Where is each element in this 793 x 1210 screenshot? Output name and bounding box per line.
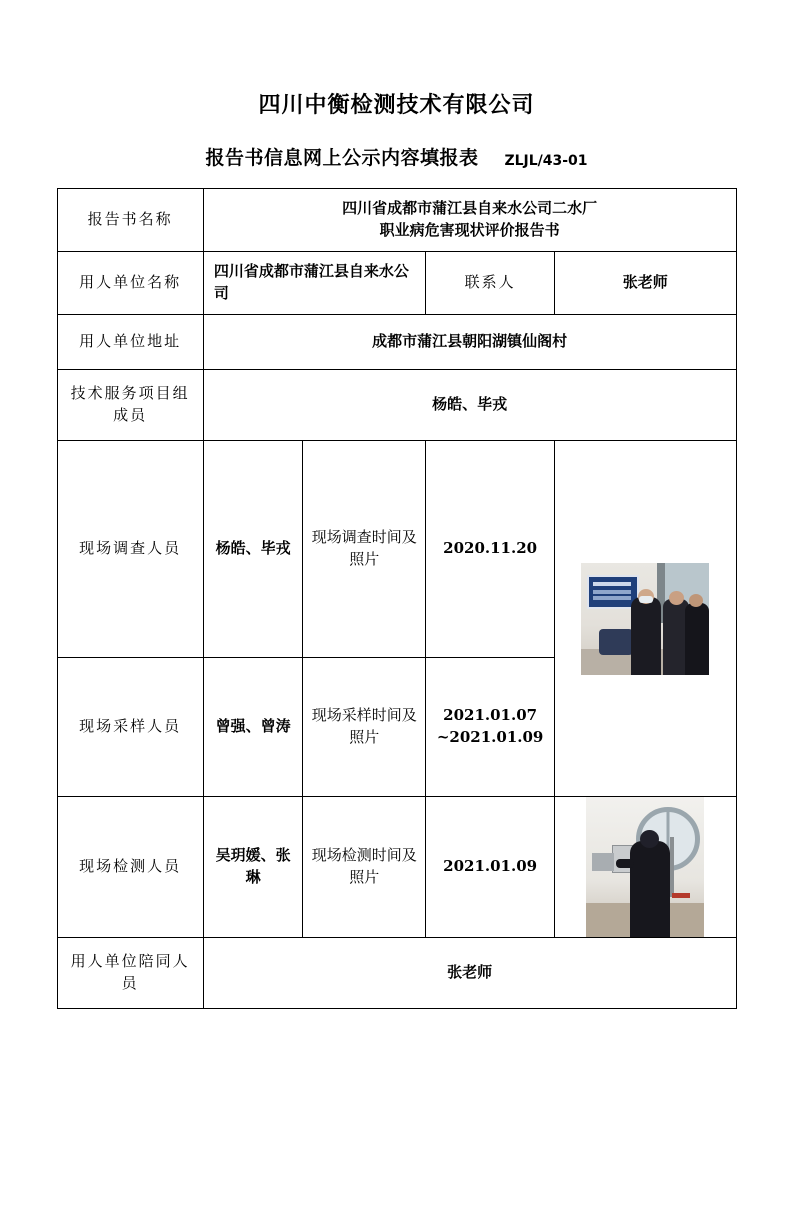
row-label-contact: 联系人 bbox=[426, 252, 555, 315]
photo-person-1 bbox=[631, 597, 661, 675]
row-label-site-detection-time: 现场检测时间及照片 bbox=[303, 797, 426, 938]
photo-person-1-mask bbox=[639, 596, 653, 603]
photo-red-marker bbox=[672, 893, 690, 898]
row-label-team-members: 技术服务项目组成员 bbox=[57, 370, 203, 441]
table-row bbox=[57, 252, 736, 315]
sampling-date-line2: ~2021.01.09 bbox=[436, 728, 544, 746]
row-label-employer-name: 用人单位名称 bbox=[57, 252, 203, 315]
row-label-employer-address: 用人单位地址 bbox=[57, 315, 203, 370]
form-title: 报告书信息网上公示内容填报表 bbox=[205, 147, 479, 169]
report-info-table bbox=[57, 188, 737, 1009]
row-value-site-sampling-persons: 曾强、曾涛 bbox=[203, 658, 303, 797]
row-label-site-detection: 现场检测人员 bbox=[57, 797, 203, 938]
photo-sampling-pole bbox=[670, 837, 674, 897]
row-value-employer-name: 四川省成都市蒲江县自来水公司 bbox=[203, 252, 425, 315]
photo-person-3 bbox=[685, 603, 709, 675]
row-value-site-survey-date: 2020.11.20 bbox=[426, 441, 555, 658]
row-label-accompanying-staff: 用人单位陪同人员 bbox=[57, 938, 203, 1009]
photo-person-2-head bbox=[669, 591, 684, 605]
row-label-report-name: 报告书名称 bbox=[57, 189, 203, 252]
row-value-report-name bbox=[203, 189, 736, 252]
row-value-site-sampling-date bbox=[426, 658, 555, 797]
document-page bbox=[0, 88, 793, 1210]
row-label-site-sampling-time: 现场采样时间及照片 bbox=[303, 658, 426, 797]
site-survey-photo bbox=[555, 441, 737, 797]
photo-person-3-head bbox=[689, 594, 703, 607]
photo-equipment-bag bbox=[599, 629, 633, 655]
table-row bbox=[57, 797, 736, 938]
table-row bbox=[57, 189, 736, 252]
site-sampling-photo-image bbox=[586, 797, 704, 937]
site-survey-photo-image bbox=[581, 563, 709, 675]
row-label-site-survey: 现场调查人员 bbox=[57, 441, 203, 658]
table-row bbox=[57, 370, 736, 441]
row-label-site-sampling: 现场采样人员 bbox=[57, 658, 203, 797]
table-row bbox=[57, 441, 736, 658]
row-value-team-members: 杨皓、毕戎 bbox=[203, 370, 736, 441]
row-value-site-detection-persons: 吴玥媛、张琳 bbox=[203, 797, 303, 938]
report-name-line1: 四川省成都市蒲江县自来水公司二水厂 bbox=[342, 199, 598, 218]
row-value-employer-address: 成都市蒲江县朝阳湖镇仙阁村 bbox=[203, 315, 736, 370]
form-code: ZLJL/43-01 bbox=[504, 153, 588, 169]
report-name-line2: 职业病危害现状评价报告书 bbox=[379, 221, 560, 239]
row-value-accompanying-staff: 张老师 bbox=[203, 938, 736, 1009]
subtitle-row bbox=[0, 143, 793, 170]
row-value-site-detection-date: 2021.01.09 bbox=[426, 797, 555, 938]
sampling-date-line1: 2021.01.07 bbox=[443, 706, 538, 725]
table-row bbox=[57, 315, 736, 370]
photo-person-arm bbox=[616, 859, 634, 868]
row-label-site-survey-time: 现场调查时间及照片 bbox=[303, 441, 426, 658]
site-sampling-photo bbox=[555, 797, 737, 938]
photo-equipment-secondary bbox=[592, 853, 614, 871]
row-value-contact: 张老师 bbox=[555, 252, 737, 315]
table-row bbox=[57, 938, 736, 1009]
photo-person bbox=[630, 841, 670, 937]
page-title: 四川中衡检测技术有限公司 bbox=[258, 92, 535, 118]
row-value-site-survey-persons: 杨皓、毕戎 bbox=[203, 441, 303, 658]
